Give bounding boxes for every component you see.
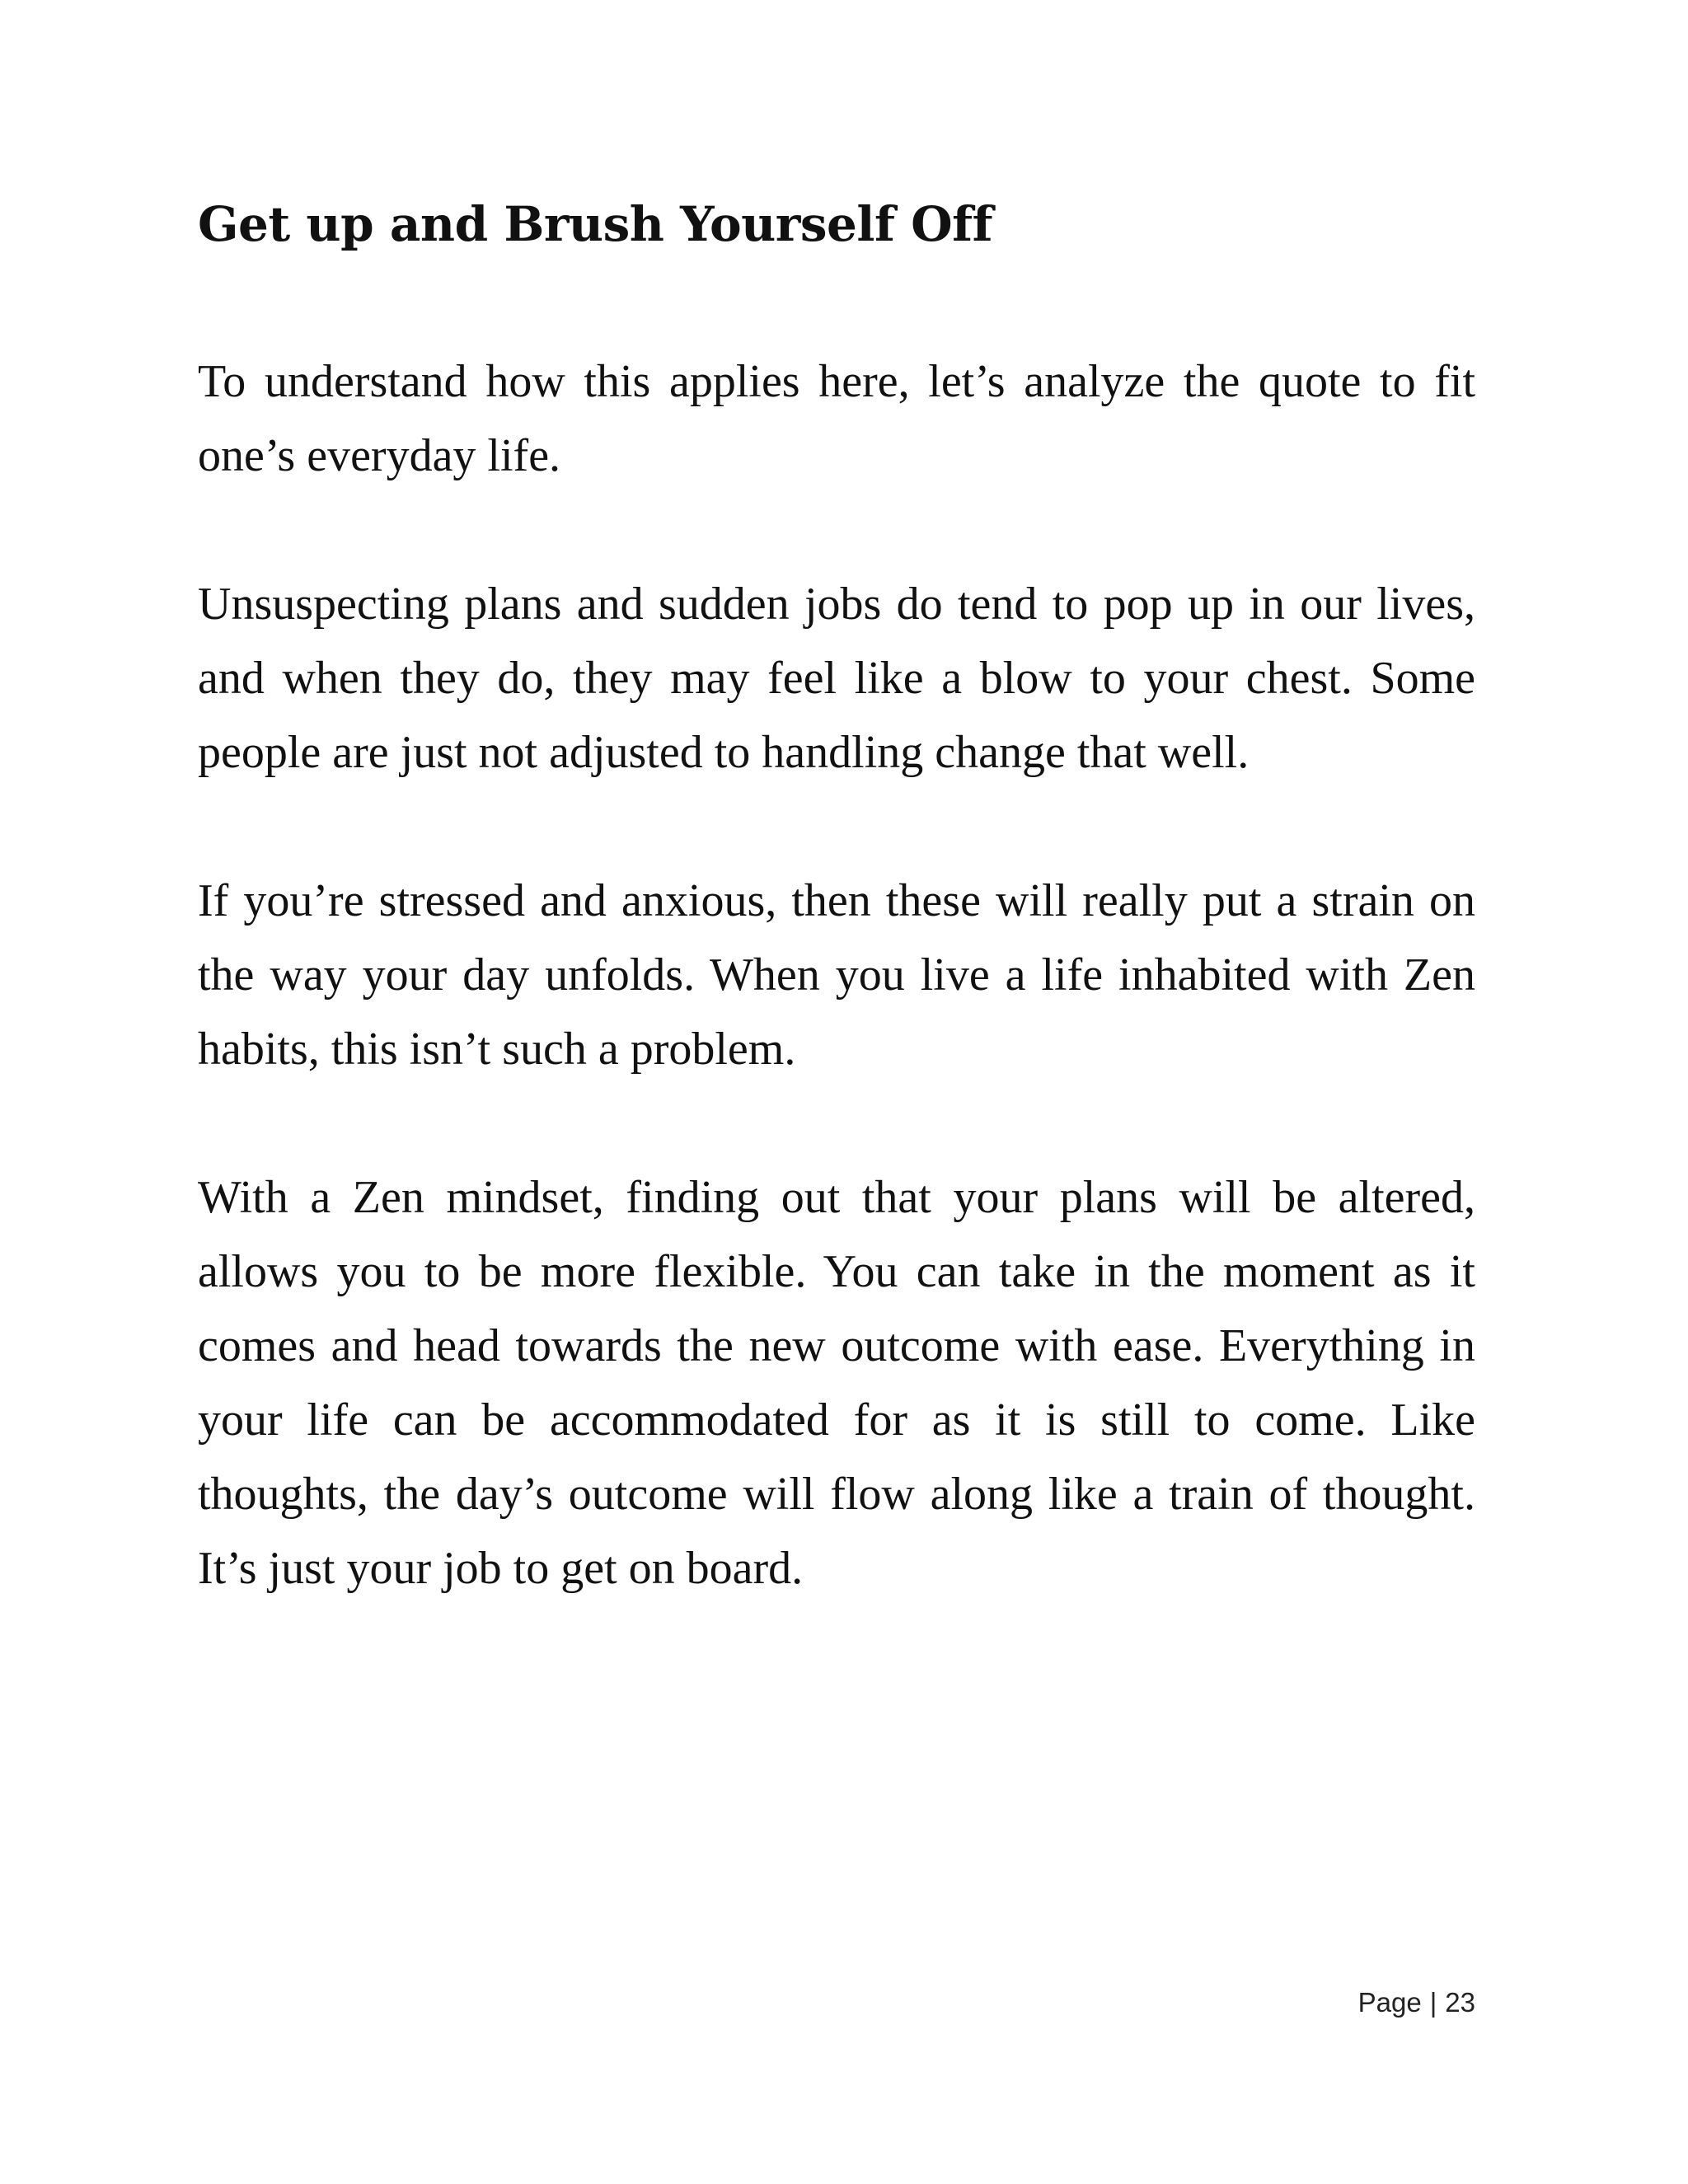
page-number: 23 (1445, 1987, 1475, 2018)
paragraph: If you’re stressed and anxious, then these will really put a strain on the way your day unfolds. When you live a life inhabited with Zen habits, this isn’t such a problem. (198, 875, 1475, 1075)
page-separator: | (1429, 1987, 1437, 2018)
paragraph: With a Zen mindset, finding out that your plans will be altered, allows you to be more flexible. You can take in the moment as it comes and head towards the new outcome with ease. Everything in your life can be accommodated for as it is still to come. Like thoughts, the day’s outcome will flow along like a train of thought. It’s just your job to get on board. (198, 1172, 1475, 1594)
paragraph: To understand how this applies here, let’s analyze the quote to fit one’s everyday life. (198, 356, 1475, 481)
page-footer (1358, 1985, 1475, 2021)
section-heading: Get up and Brush Yourself Off (198, 196, 993, 252)
paragraph: Unsuspecting plans and sudden jobs do tend to pop up in our lives, and when they do, they may feel like a blow to your chest. Some people are just not adjusted to handling change that well. (198, 579, 1475, 778)
body-text (198, 344, 1475, 1605)
page-label: Page (1357, 1987, 1422, 2018)
